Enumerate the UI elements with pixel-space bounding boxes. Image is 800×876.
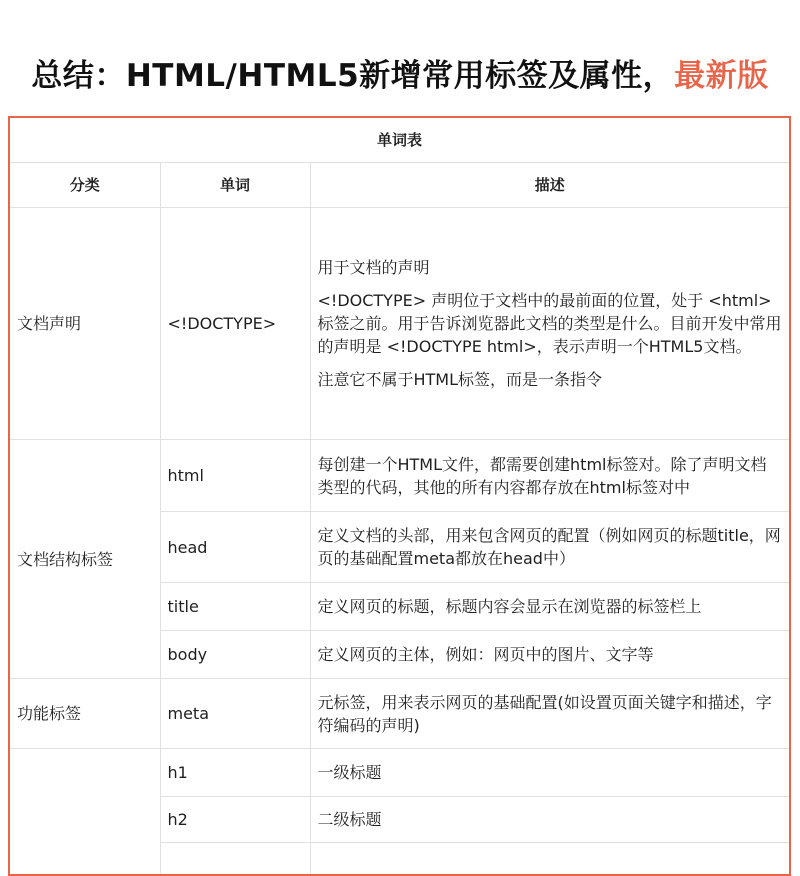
description-line: 用于文档的声明 — [318, 256, 783, 279]
column-header-description: 描述 — [310, 163, 789, 208]
table-caption-row — [10, 118, 789, 163]
word-cell: <!DOCTYPE> — [160, 208, 310, 440]
column-header-word: 单词 — [160, 163, 310, 208]
category-cell: 功能标签 — [10, 679, 160, 749]
description-cell: 定义文档的头部，用来包含网页的配置（例如网页的标题title，网页的基础配置meta都放在head中） — [310, 512, 789, 583]
word-cell: head — [160, 512, 310, 583]
word-cell: html — [160, 440, 310, 512]
word-cell — [160, 843, 310, 876]
table-row — [10, 208, 789, 440]
description-cell — [310, 843, 789, 876]
column-header-category: 分类 — [10, 163, 160, 208]
table-row — [10, 440, 789, 512]
description-cell: 定义网页的主体，例如：网页中的图片、文字等 — [310, 631, 789, 679]
description-cell: 定义网页的标题，标题内容会显示在浏览器的标签栏上 — [310, 583, 789, 631]
table-caption: 单词表 — [10, 118, 789, 163]
page-title-accent: 最新版 — [674, 58, 769, 94]
word-cell: title — [160, 583, 310, 631]
word-table — [10, 118, 789, 876]
page-title — [0, 50, 800, 95]
description-cell — [310, 208, 789, 440]
word-cell: body — [160, 631, 310, 679]
category-cell: 文档声明 — [10, 208, 160, 440]
category-cell — [10, 749, 160, 876]
page-title-main: 总结：HTML/HTML5新增常用标签及属性， — [31, 58, 674, 94]
description-cell: 二级标题 — [310, 797, 789, 843]
word-cell: meta — [160, 679, 310, 749]
table-row — [10, 749, 789, 797]
description-cell: 一级标题 — [310, 749, 789, 797]
word-table-frame — [8, 116, 791, 876]
description-line: 注意它不属于HTML标签，而是一条指令 — [318, 368, 783, 391]
description-cell: 元标签，用来表示网页的基础配置(如设置页面关键字和描述，字符编码的声明) — [310, 679, 789, 749]
category-cell: 文档结构标签 — [10, 440, 160, 679]
word-cell: h2 — [160, 797, 310, 843]
description-cell: 每创建一个HTML文件，都需要创建html标签对。除了声明文档类型的代码，其他的所有内容都存放在html标签对中 — [310, 440, 789, 512]
table-row — [10, 679, 789, 749]
description-line: <!DOCTYPE> 声明位于文档中的最前面的位置，处于 <html> 标签之前。用于告诉浏览器此文档的类型是什么。目前开发中常用的声明是 <!DOCTYPE html>，表示声明一个HTML5文档。 — [318, 289, 783, 358]
word-cell: h1 — [160, 749, 310, 797]
table-header-row — [10, 163, 789, 208]
